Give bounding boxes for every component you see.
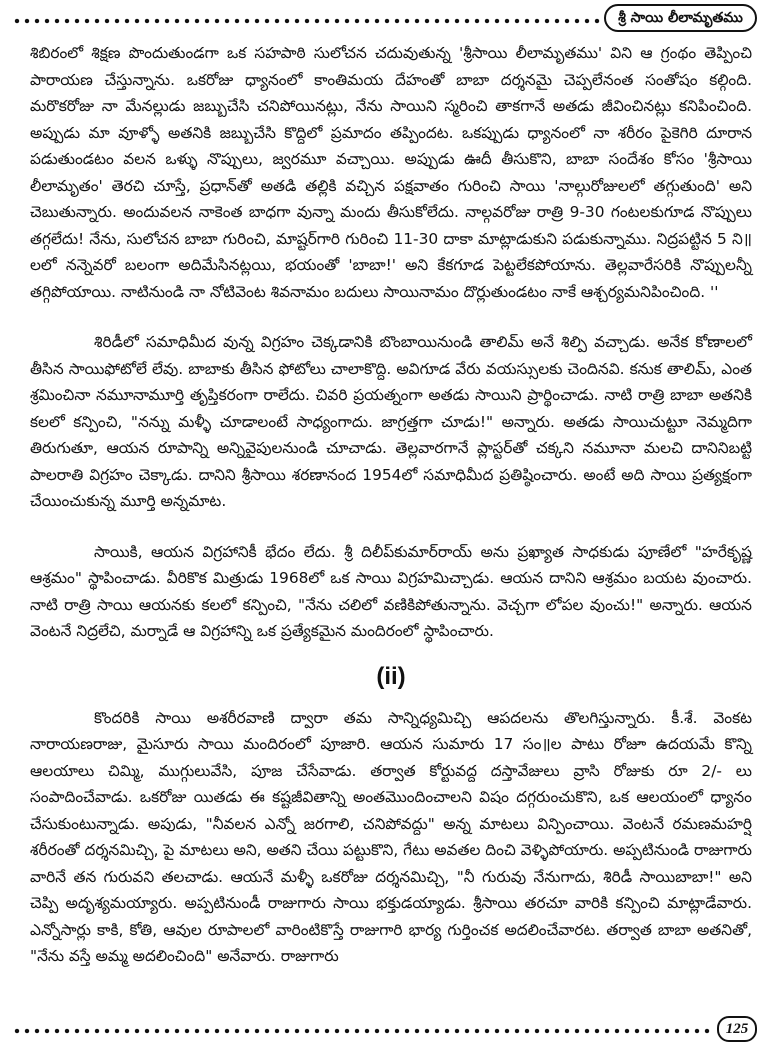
page-footer — [12, 1016, 757, 1046]
page-header — [12, 4, 757, 38]
page-number: 125 — [717, 1016, 757, 1042]
paragraph-1: శిబిరంలో శిక్షణ పొందుతుండగా ఒక సహపాఠి సులోచన చదువుతున్న 'శ్రీసాయి లీలామృతము' విని ఆ గ్రంథం తెప్పించి పారాయణ చేస్తున్నాను. ఒకరోజు ధ్యానంలో కాంతిమయ దేహంతో బాబా దర్శనమై చెప్పలేనంత సంతోషం కల్గింది. మరొకరోజు నా మేనల్లుడు జబ్బుచేసి చనిపోయినట్లు, నేను సాయిని స్మరించి తాకగానే అతడు జీవించినట్లు కనిపించింది. అప్పుడు మా వూళ్ళో అతనికి జబ్బుచేసి కొద్దిలో ప్రమాదం తప్పిందట. ఒకప్పుడు ధ్యానంలో నా శరీరం పైకెగిరి దూరాన పడుతుండటం వలన ఒళ్ళు నొప్పులు, జ్వరమూ వచ్చాయి. అప్పుడు ఊదీ తీసుకొని, బాబా సందేశం కోసం 'శ్రీసాయి లీలామృతం' తెరచి చూస్తే, ప్రధాన్‌తో అతడి తల్లికి వచ్చిన పక్షవాతం గురించి సాయి 'నాల్గురోజులలో తగ్గుతుంది' అని చెబుతున్నారు. అందువలన నాకెంత బాధగా వున్నా మందు తీసుకోలేదు. నాల్గవరోజు రాత్రి 9-30 గంటలకుగూడ నొప్పులు తగ్గలేదు! నేను, సులోచన బాబా గురించి, మాష్టర్‌గారి గురించి 11-30 దాకా మాట్లాడుకుని పడుకున్నాము. నిద్రపట్టిన 5 ని॥లలో నన్నెవరో బలంగా అదిమేసినట్లయి, భయంతో 'బాబా!' అని కేకగూడ పెట్టలేకపోయాను. తెల్లవారేసరికి నొప్పులన్నీ తగ్గిపోయాయి. నాటినుండి నా నోటివెంట శివనామం బదులు సాయినామం దొర్లుతుండటం నాకే ఆశ్చర్యమనిపించింది. '' — [30, 44, 752, 301]
decorative-border-bottom — [12, 1026, 712, 1036]
page-body — [30, 40, 752, 970]
paragraph-3: సాయికి, ఆయన విగ్రహానికీ భేదం లేదు. శ్రీ దిలీప్‌కుమార్‌రాయ్ అను ప్రఖ్యాత సాధకుడు పూణేలో "హరేకృష్ణ ఆశ్రమం" స్థాపించాడు. వీరికొక మిత్రుడు 1968లో ఒక సాయి విగ్రహమిచ్చాడు. ఆయన దానిని ఆశ్రమం బయట వుంచారు. నాటి రాత్రి సాయి ఆయనకు కలలో కన్పించి, "నేను చలిలో వణికిపోతున్నాను. వెచ్చగా లోపల వుంచు!" అన్నారు. ఆయన వెంటనే నిద్రలేచి, మర్నాడే ఆ విగ్రహాన్ని ఒక ప్రత్యేకమైన మందిరంలో స్థాపించారు. — [30, 542, 752, 640]
paragraph-2: శిరిడీలో సమాధిమీద వున్న విగ్రహం చెక్కడానికి బొంబాయినుండి తాలిమ్ అనే శిల్పి వచ్చాడు. అనేక కోణాలలో తీసిన సాయిఫోటోలే లేవు. బాబాకు తీసిన ఫోటోలు చాలాకొద్ది. అవిగూడ వేరు వయస్సులకు చెందినవి. కనుక తాలిమ్, ఎంత శ్రమించినా నమూనామూర్తి తృప్తికరంగా రాలేదు. చివరి ప్రయత్నంగా అతడు సాయిని ప్రార్థించాడు. నాటి రాత్రి బాబా అతనికి కలలో కన్పించి, "నన్ను మళ్ళీ చూడాలంటే సాధ్యంగాదు. జాగ్రత్తగా చూడు!" అన్నారు. అతడు సాయిచుట్టూ నెమ్మదిగా తిరుగుతూ, ఆయన రూపాన్ని అన్నివైపులనుండి చూచాడు. తెల్లవారగానే ప్లాస్టర్‌తో చక్కని నమూనా మలచి దానినిబట్టి పాలరాతి విగ్రహం చెక్కాడు. దానిని శ్రీసాయి శరణానంద 1954లో సమాధిమీద ప్రతిష్ఠించారు. అంటే అది సాయి ప్రత్యక్షంగా చేయించుకున్న మూర్తి అన్నమాట. — [30, 333, 752, 510]
section-number: (ii) — [376, 662, 406, 690]
decorative-border-top — [12, 16, 604, 26]
book-title: శ్రీ సాయి లీలామృతము — [604, 4, 757, 32]
section-paragraph: కొందరికి సాయి అశరీరవాణి ద్వారా తమ సాన్నిధ్యమిచ్చి ఆపదలను తొలగిస్తున్నారు. కీ.శే. వెంకట నారాయణరాజు, మైసూరు సాయి మందిరంలో పూజారి. ఆయన సుమారు 17 సం॥ల పాటు రోజూ ఉదయమే కొన్ని ఆలయాలు చిమ్మి, ముగ్గులువేసి, పూజ చేసేవాడు. తర్వాత కోర్టువద్ద దస్తావేజులు వ్రాసి రోజుకు రూ 2/- లు సంపాదించేవాడు. ఒకరోజు యితడు ఈ కష్టజీవితాన్ని అంతమొందించాలని విషం దగ్గరుంచుకొని, ఒక ఆలయంలో ధ్యానం చేసుకుంటున్నాడు. అపుడు, "నీవలన ఎన్నో జరగాలి, చనిపోవద్దు" అన్న మాటలు విన్పించాయి. వెంటనే రమణమహర్షి శరీరంతో దర్శనమిచ్చి, పై మాటలు అని, అతని చేయి పట్టుకొని, గేటు అవతల దించి వెళ్ళిపోయారు. అప్పటినుండి రాజుగారు వారినే తన గురువని తలచాడు. ఆయనే మళ్ళీ ఒకరోజు దర్శనమిచ్చి, "నీ గురువు నేనుగాదు, శిరిడీ సాయిబాబా!" అని చెప్పి అదృశ్యమయ్యారు. అప్పటినుండీ రాజుగారు సాయి భక్తుడయ్యాడు. శ్రీసాయి తరచూ వారికి కన్పించి మాట్లాడేవారు. ఎన్నోసార్లు కాకి, కోతి, ఆవుల రూపాలలో వారింటికొస్తే రాజుగారి భార్య గుర్తించక అదలించేవారట. తర్వాత బాబా అతనితో, "నేను వస్తే అమ్మ అదలించింది" అనేవారు. రాజుగారు — [30, 708, 752, 965]
